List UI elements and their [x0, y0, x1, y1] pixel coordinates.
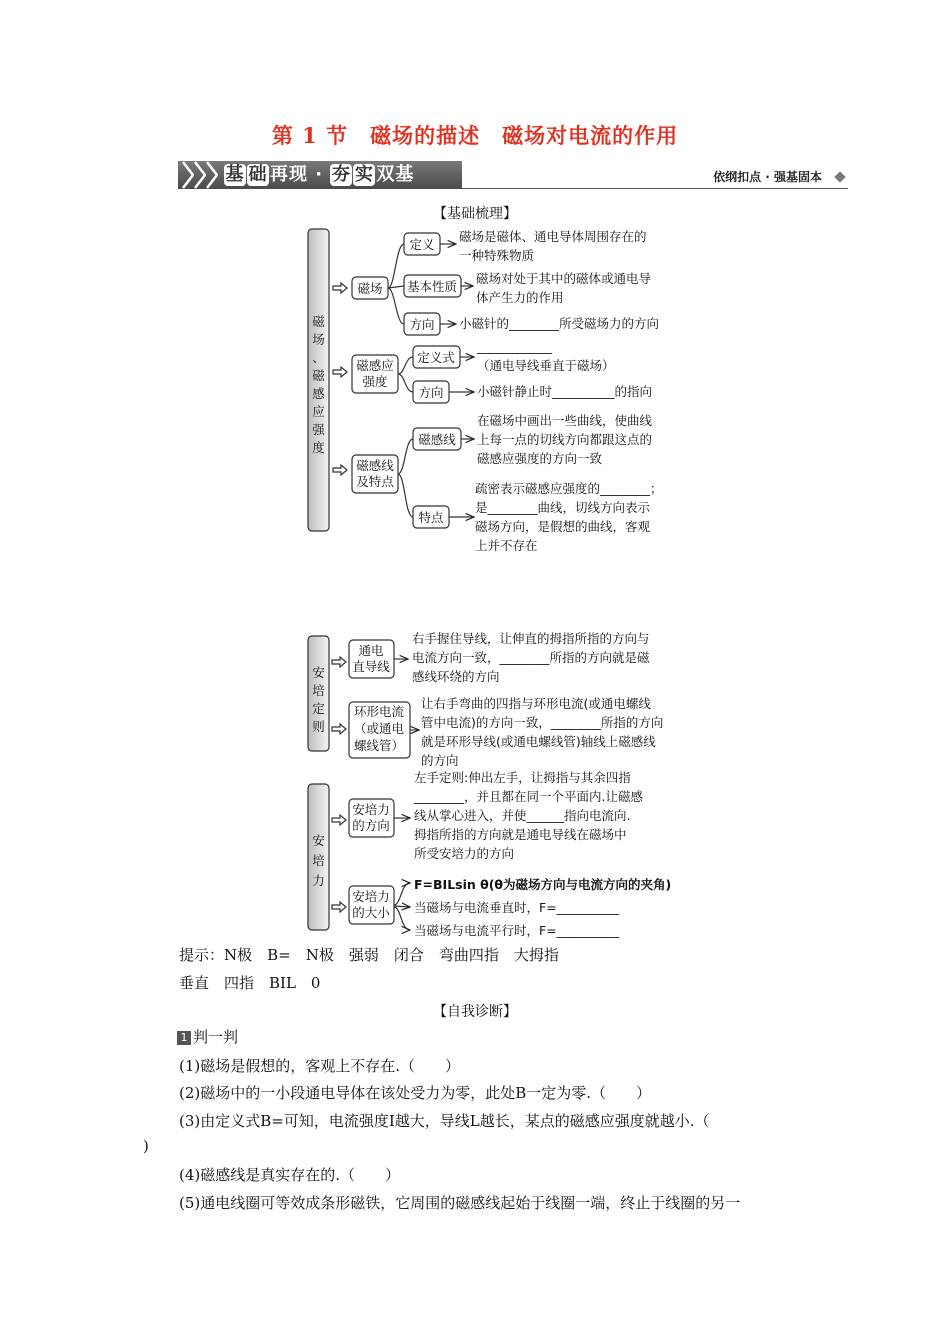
section-heading-basics: 【基础梳理】	[433, 206, 517, 222]
map2-root-char: 则	[312, 719, 325, 734]
map1-root-char: 应	[312, 404, 325, 419]
map1-root-char: 强	[312, 422, 325, 437]
diagnosis-heading: 1 判一判	[177, 1026, 238, 1047]
dingyishi-text: ____________ （通电导线垂直于磁场）	[477, 339, 615, 373]
node-label: 直导线	[352, 659, 390, 674]
hollow-arrow-icon	[332, 902, 346, 912]
node-label: 安培力	[352, 889, 390, 904]
map1-root-char: 磁	[312, 368, 325, 383]
node-label: 环形电流	[353, 704, 405, 719]
anpeili-daxiao-text: F=BILsin θ(θ为磁场方向与电流方向的夹角) 当磁场与电流垂直时，F=__________ 当磁场与电流平行时，F=__________	[414, 877, 672, 938]
map1-root-char: 度	[312, 440, 325, 455]
hollow-arrow-icon	[333, 283, 347, 293]
node-label: 定义式	[417, 350, 455, 365]
fangxiang1-text: 小磁针的________所受磁场力的方向	[459, 316, 660, 331]
jiben-text: 磁场对处于其中的磁体或通电导 体产生力的作用	[476, 271, 652, 305]
ganxian-text: 在磁场中画出一些曲线，使曲线 上每一点的切线方向都跟这点的 磁感应强度的方向一致	[477, 413, 653, 466]
map2-root-char: 安	[312, 665, 325, 680]
map2-root-char: 定	[312, 701, 325, 716]
node-label: 的方向	[352, 818, 390, 833]
map1-root-char: 场	[312, 332, 325, 347]
hollow-arrow-icon	[332, 657, 346, 667]
fangxiang2-text: 小磁针静止时__________的指向	[477, 384, 653, 399]
map3-root-char: 力	[312, 873, 325, 888]
banner-title: 基 础 再现 · 夯 实 双基	[225, 164, 415, 185]
node-label: 定义	[409, 237, 435, 252]
node-label: 磁感线	[418, 432, 456, 447]
hint-line-1: 提示：N极 B= N极 强弱 闭合 弯曲四指 大拇指	[179, 946, 559, 964]
number-badge: 1	[177, 1031, 191, 1045]
node-label: 及特点	[356, 474, 394, 489]
node-label: 磁感应	[356, 358, 394, 373]
node-label: 特点	[418, 510, 444, 525]
list-item: (2)磁场中的一小段通电导体在该处受力为零，此处B一定为零.（ ）	[179, 1084, 652, 1102]
hollow-arrow-icon	[332, 815, 346, 825]
node-label: 方向	[418, 385, 444, 400]
map1-root-char: 感	[312, 386, 325, 401]
list-item: (4)磁感线是真实存在的.（ ）	[179, 1166, 401, 1184]
list-item: (5)通电线圈可等效成条形磁铁，它周围的磁感线起始于线圈一端，终止于线圈的另一	[179, 1194, 741, 1212]
list-item: (3)由定义式B=可知，电流强度I越大，导线L越长，某点的磁感应强度就越小.（	[179, 1112, 710, 1130]
node-label: 的大小	[352, 905, 390, 920]
map3-root-char: 安	[312, 833, 325, 848]
node-label: 强度	[362, 374, 388, 389]
banner-subtitle: 依纲扣点 · 强基固本	[713, 170, 822, 184]
node-label: （或通电	[353, 721, 405, 736]
dingyi-text: 磁场是磁体、通电导体周围存在的 一种特殊物质	[459, 229, 647, 263]
anpeili-fangxiang-text: 左手定则:伸出左手，让拇指与其余四指 ________，并且都在同一个平面内.让磁感 线从掌心进入，并使______指向电流向. 拇指所指的方向就是通电导线在磁场中 所受安培力的方向	[414, 770, 643, 861]
section-heading-diagnosis: 【自我诊断】	[433, 1004, 517, 1020]
hollow-arrow-icon	[333, 465, 347, 475]
node-label: 磁场	[357, 281, 383, 296]
huanxing-text: 让右手弯曲的四指与环形电流(或通电螺线 管中电流)的方向一致，________所指的方向 就是环形导线(或通电螺线管)轴线上磁感线 的方向	[421, 696, 664, 768]
hollow-arrow-icon	[332, 724, 346, 734]
hollow-arrow-icon	[333, 367, 347, 377]
node-label: 磁感线	[356, 458, 394, 473]
map1-root-char: 、	[312, 350, 325, 365]
node-label: 螺线管）	[353, 738, 405, 753]
node-label: 方向	[409, 317, 435, 332]
node-label: 安培力	[352, 802, 390, 817]
tongdian-text: 右手握住导线，让伸直的拇指所指的方向与 电流方向一致，________所指的方向就是磁 感线环绕的方向	[412, 631, 650, 684]
node-label: 基本性质	[406, 279, 458, 294]
hint-line-2: 垂直 四指 BIL 0	[179, 974, 321, 992]
list-item-continuation: )	[143, 1137, 149, 1155]
map2-root-char: 培	[312, 683, 325, 698]
list-item: (1)磁场是假想的，客观上不存在.（ ）	[179, 1057, 461, 1075]
node-label: 通电	[358, 643, 384, 658]
map1-root-char: 磁	[312, 314, 325, 329]
page-title: 第 1 节 磁场的描述 磁场对电流的作用	[271, 123, 679, 148]
map3-root-char: 培	[312, 853, 325, 868]
tedian-text: 疏密表示磁感应强度的________； 是________曲线，切线方向表示 磁场方向，是假想的曲线，客观 上并不存在	[475, 481, 663, 553]
